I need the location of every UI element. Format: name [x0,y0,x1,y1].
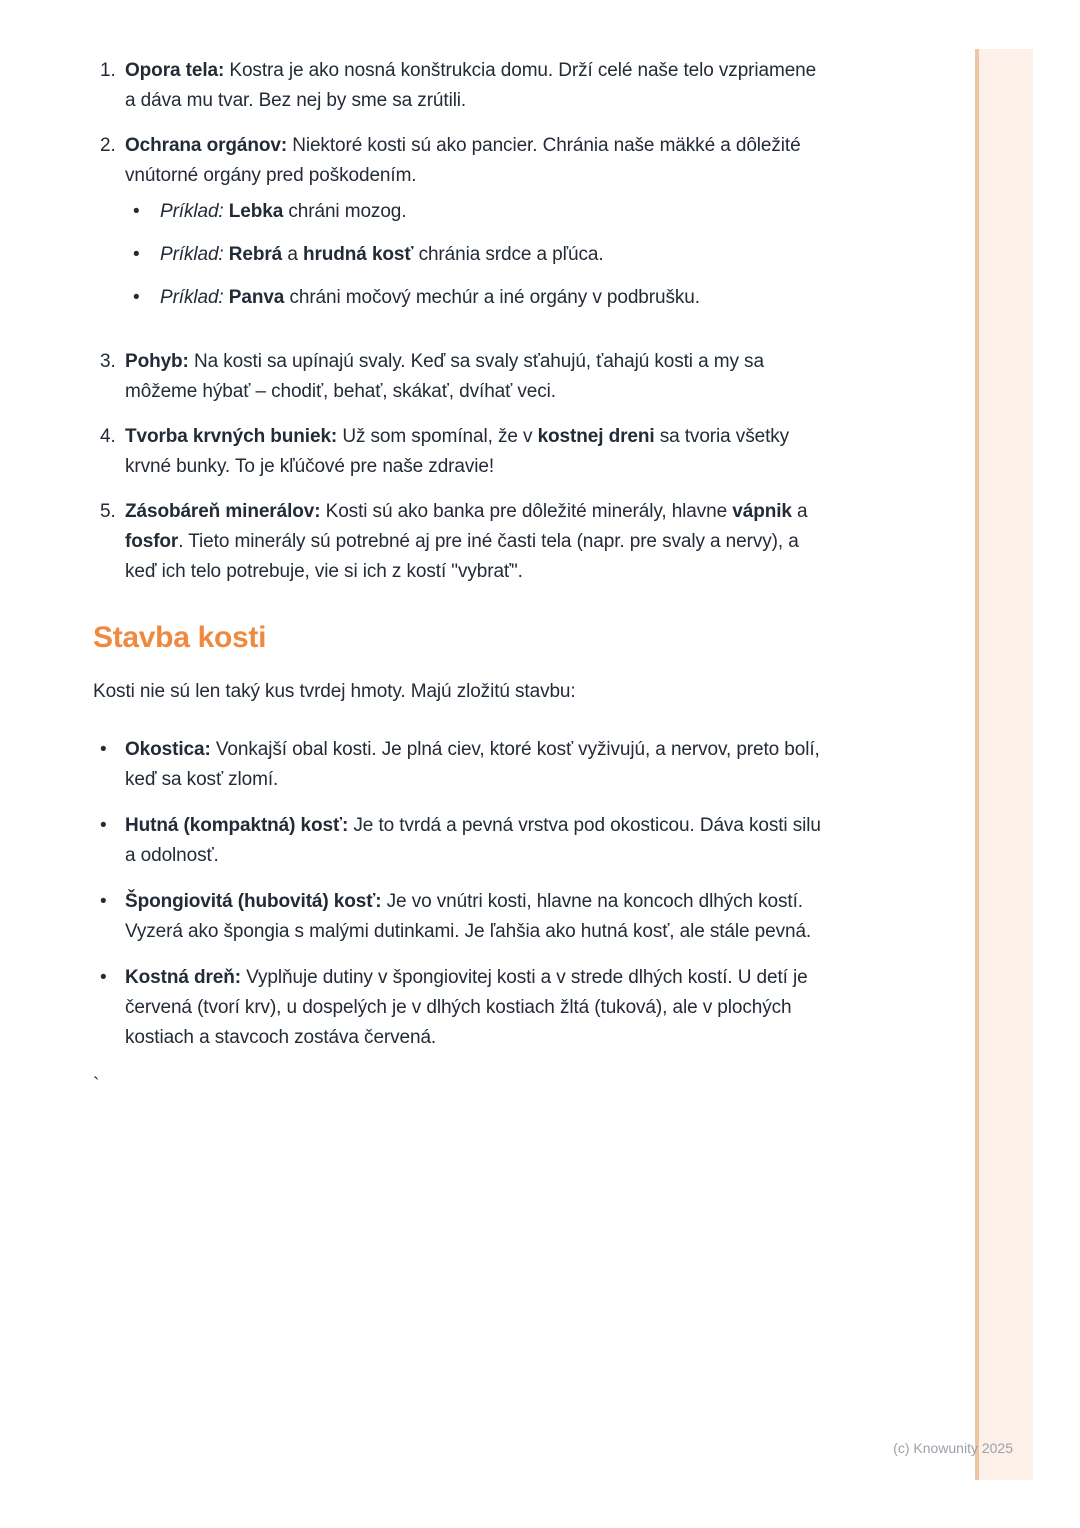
item-text: sa tvoria všetky krvné bunky. To je kľúčové pre naše zdravie! [125,426,790,477]
page-edge-stripe [975,49,1033,1480]
item-title: Zásobáreň minerálov: [125,501,321,522]
example-label: Príklad: [160,201,229,222]
list-item-opora-tela [93,56,830,116]
structure-item-body [125,887,830,947]
bone-functions-list [93,56,830,587]
stavba-intro-paragraph: Kosti nie sú len taký kus tvrdej hmoty. Majú zložitú stavbu: [93,681,576,702]
example-item-lebka [125,197,830,227]
example-text: chráni močový mechúr a iné orgány v podbrušku. [284,287,700,308]
list-number: 3. [100,351,116,372]
bullet-icon: • [100,815,107,836]
structure-item-spongiovita-kost [93,887,830,947]
list-item-body [125,347,830,407]
item-text: . Tieto minerály sú potrebné aj pre iné časti tela (napr. pre svaly a nervy), a keď ich telo potrebuje, vie si ich z kostí "vybrať". [125,531,799,582]
list-number: 5. [100,501,116,522]
list-item-zasobaren-mineralov [93,497,830,587]
list-item-pohyb [93,347,830,407]
list-number: 1. [100,60,116,81]
structure-item-body [125,735,830,795]
example-body [160,240,830,270]
section-heading-stavba-kosti: Stavba kosti [93,621,267,654]
item-title: Opora tela: [125,60,225,81]
structure-item-body [125,811,830,871]
item-title: Špongiovitá (hubovitá) kosť: [125,891,382,912]
item-text: Vyplňuje dutiny v špongiovitej kosti a v strede dlhých kostí. U detí je červená (tvorí krv), u dospelých je v dlhých kostiach žltá (tuková), ale v plochých kostiach a stavcoch zostáva červená. [125,967,808,1048]
item-title: Okostica: [125,739,211,760]
example-body [160,197,830,227]
item-title: Hutná (kompaktná) kosť: [125,815,349,836]
item-title: Tvorba krvných buniek: [125,426,338,447]
item-text: Kostra je ako nosná konštrukcia domu. Drží celé naše telo vzpriamene a dáva mu tvar. Bez nej by sme sa zrútili. [125,60,817,111]
bullet-icon: • [133,201,140,222]
item-bold: fosfor [125,531,179,552]
list-item-tvorba-krvnych-buniek [93,422,830,482]
item-text: Na kosti sa upínajú svaly. Keď sa svaly sťahujú, ťahajú kosti a my sa môžeme hýbať – chodiť, behať, skákať, dvíhať veci. [125,351,764,402]
example-item-rebra [125,240,830,270]
example-item-panva [125,283,830,313]
examples-sublist [125,197,830,313]
item-text: Je to tvrdá a pevná vrstva pod okosticou. Dáva kosti silu a odolnosť. [125,815,821,866]
list-item-body [125,56,830,116]
bullet-icon: • [100,967,107,988]
item-bold: vápnik [732,501,792,522]
item-text: Vonkajší obal kosti. Je plná ciev, ktoré kosť vyživujú, a nervov, preto bolí, keď sa kosť zlomí. [125,739,820,790]
item-text: Kosti sú ako banka pre dôležité minerály, hlavne [320,501,733,522]
bullet-icon: • [100,739,107,760]
item-title: Pohyb: [125,351,189,372]
example-bold: Rebrá [228,244,283,265]
bullet-icon: • [133,287,140,308]
example-body [160,283,830,313]
bullet-icon: • [133,244,140,265]
example-bold: Lebka [228,201,284,222]
copyright-footer: (c) Knowunity 2025 [893,1440,1013,1456]
item-text: Je vo vnútri kosti, hlavne na koncoch dlhých kostí. Vyzerá ako špongia s malými dutinkami. Je ľahšia ako hutná kosť, ale stále pevná. [125,891,812,942]
example-label: Príklad: [160,287,229,308]
example-bold: Panva [228,287,285,308]
example-text: chránia srdce a pľúca. [413,244,604,265]
list-item-body [125,131,830,313]
item-text: Niektoré kosti sú ako pancier. Chránia naše mäkké a dôležité vnútorné orgány pred poškodením. [125,135,801,186]
item-text: a [791,501,808,522]
list-number: 4. [100,426,116,447]
list-item-body [125,497,830,587]
bone-structure-list [93,735,830,1053]
item-title: Ochrana orgánov: [125,135,288,156]
example-label: Príklad: [160,244,229,265]
document-content [93,56,830,1101]
item-bold: kostnej dreni [537,426,655,447]
structure-item-hutna-kost [93,811,830,871]
example-text: chráni mozog. [283,201,407,222]
structure-item-body [125,963,830,1053]
structure-item-okostica [93,735,830,795]
item-text: Už som spomínal, že v [337,426,538,447]
example-text: a [282,244,303,265]
stray-backtick: ` [93,1075,100,1096]
list-item-body [125,422,830,482]
example-bold: hrudná kosť [302,244,414,265]
list-number: 2. [100,135,116,156]
item-title: Kostná dreň: [125,967,241,988]
list-item-ochrana-organov [93,131,830,313]
structure-item-kostna-dren [93,963,830,1053]
bullet-icon: • [100,891,107,912]
